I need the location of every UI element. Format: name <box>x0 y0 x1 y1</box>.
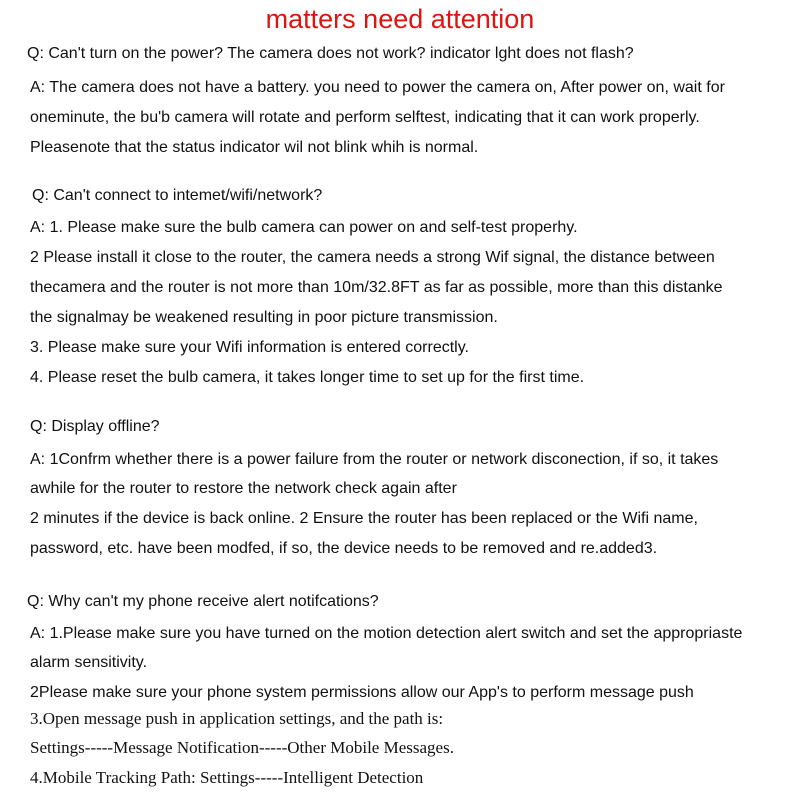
answer-3-line-2: awhile for the router to restore the network check again after <box>30 480 457 497</box>
answer-4-line-5: Settings-----Message Notification-----Other Mobile Messages. <box>30 738 454 757</box>
question-2: Q: Can't connect to intemet/wifi/network? <box>32 187 323 204</box>
answer-2-line-1: A: 1. Please make sure the bulb camera can power on and self-test properhy. <box>30 219 578 236</box>
page-title: matters need attention <box>265 4 535 34</box>
answer-4-line-3: 2Please make sure your phone system permissions allow our App's to perform message push <box>30 684 694 701</box>
answer-2-line-3: thecamera and the router is not more than 10m/32.8FT as far as possible, more than this distanke <box>30 279 723 296</box>
question-4: Q: Why can't my phone receive alert notifcations? <box>27 593 379 610</box>
answer-2-line-6: 4. Please reset the bulb camera, it takes longer time to set up for the first time. <box>30 369 585 386</box>
answer-3-line-4: password, etc. have been modfed, if so, the device needs to be removed and re.added3. <box>30 540 658 557</box>
answer-3-line-3: 2 minutes if the device is back online. 2 Ensure the router has been replaced or the Wifi name, <box>30 510 698 527</box>
answer-4-line-2: alarm sensitivity. <box>30 654 148 671</box>
answer-4-line-6: 4.Mobile Tracking Path: Settings-----Intelligent Detection <box>30 768 424 787</box>
answer-1-line-1: A: The camera does not have a battery. you need to power the camera on, After power on, wait for <box>30 79 725 96</box>
answer-3-line-1: A: 1Confrm whether there is a power failure from the router or network disconection, if so, it takes <box>30 451 719 468</box>
answer-2-line-2: 2 Please install it close to the router, the camera needs a strong Wif signal, the distance between <box>30 249 715 266</box>
question-1: Q: Can't turn on the power? The camera does not work? indicator lght does not flash? <box>27 45 634 62</box>
answer-2-line-5: 3. Please make sure your Wifi information is entered correctly. <box>30 339 469 356</box>
answer-4-line-1: A: 1.Please make sure you have turned on the motion detection alert switch and set the appropriaste <box>30 625 743 642</box>
answer-1-line-2: oneminute, the bu'b camera will rotate and perform selftest, indicating that it can work properly. <box>30 109 700 126</box>
answer-4-line-4: 3.Open message push in application settings, and the path is: <box>30 709 444 728</box>
answer-2-line-4: the signalmay be weakened resulting in poor picture transmission. <box>30 309 498 326</box>
question-3: Q: Display offline? <box>30 418 160 435</box>
answer-1-line-3: Pleasenote that the status indicator wil not blink whih is normal. <box>30 139 479 156</box>
